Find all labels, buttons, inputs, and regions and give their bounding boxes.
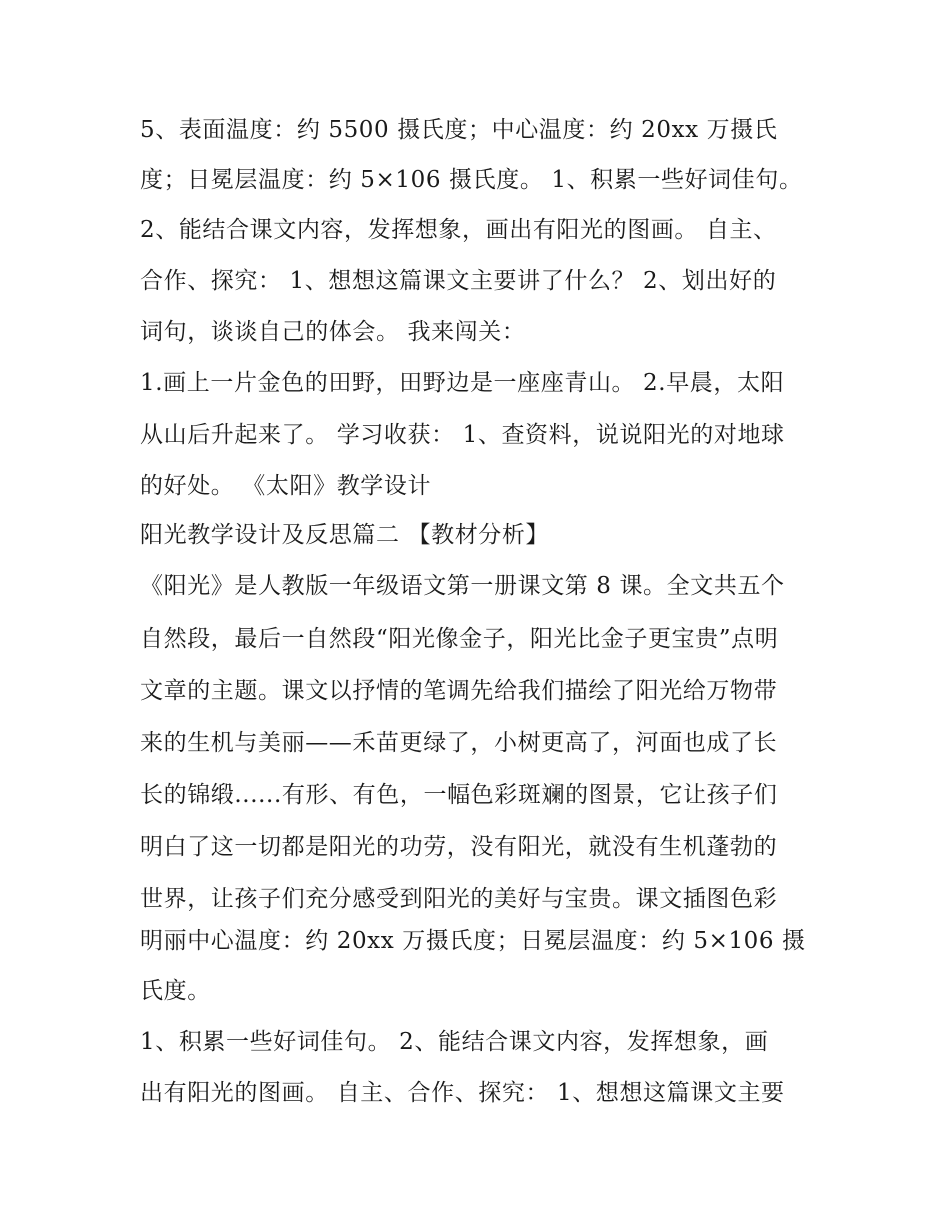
text-line: 度；日冕层温度：约 5×106 摄氏度。 1、积累一些好词佳句。 (140, 167, 803, 193)
text-line: 长的锦缎......有形、有色，一幅色彩斑斓的图景，它让孩子们 (140, 782, 778, 808)
text-line: 5、表面温度：约 5500 摄氏度；中心温度：约 20xx 万摄氏 (140, 117, 778, 143)
text-line: 出有阳光的图画。 自主、合作、探究： 1、想想这篇课文主要 (140, 1080, 785, 1106)
text-line: 的好处。 《太阳》教学设计 (140, 473, 432, 499)
section-heading: 阳光教学设计及反思篇二 【教材分析】 (140, 522, 550, 548)
text-line: 1、积累一些好词佳句。 2、能结合课文内容，发挥想象，画 (140, 1029, 769, 1055)
text-line: 2、能结合课文内容，发挥想象，画出有阳光的图画。 自主、 (140, 217, 777, 243)
text-line: 合作、探究： 1、想想这篇课文主要讲了什么？ 2、划出好的 (140, 268, 777, 294)
text-line: 文章的主题。课文以抒情的笔调先给我们描绘了阳光给万物带 (140, 678, 778, 704)
text-line: 1.画上一片金色的田野，田野边是一座座青山。 2.早晨，太阳 (140, 370, 785, 396)
text-line: 《阳光》是人教版一年级语文第一册课文第 8 课。全文共五个 (140, 573, 785, 599)
text-line: 明白了这一切都是阳光的功劳，没有阳光，就没有生机蓬勃的 (140, 834, 778, 860)
text-line: 氏度。 (140, 978, 211, 1004)
text-line: 来的生机与美丽——禾苗更绿了，小树更高了，河面也成了长 (140, 730, 778, 756)
text-line: 世界，让孩子们充分感受到阳光的美好与宝贵。课文插图色彩 (140, 886, 778, 912)
text-line: 词句，谈谈自己的体会。 我来闯关： (140, 319, 526, 345)
text-line: 从山后升起来了。 学习收获： 1、查资料，说说阳光的对地球 (140, 422, 785, 448)
text-line: 明丽中心温度：约 20xx 万摄氏度；日冕层温度：约 5×106 摄 (140, 928, 806, 954)
text-line: 自然段，最后一自然段“阳光像金子，阳光比金子更宝贵”点明 (140, 626, 779, 652)
